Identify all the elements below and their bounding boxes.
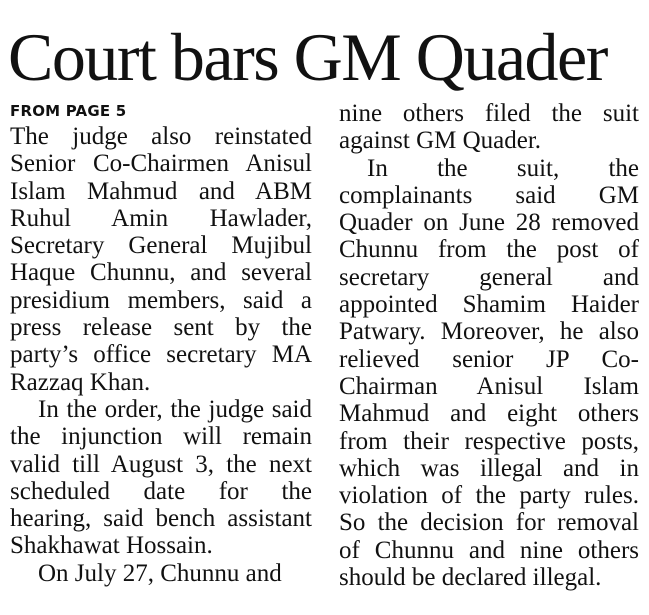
paragraph-continued: nine others filed the suit against GM Quader. <box>339 100 639 155</box>
kicker-from-page: FROM PAGE 5 <box>10 102 127 120</box>
headline: Court bars GM Quader <box>8 19 607 95</box>
article-column-left <box>10 100 312 587</box>
article-column-right <box>339 100 639 591</box>
paragraph: On July 27, Chunnu and <box>38 559 282 587</box>
paragraph: In the order, the judge said the injunction will remain valid till August 3, the next scheduled date for the hearing, said bench assistant Shakhawat Hossain. <box>10 395 312 560</box>
paragraph: The judge also reinstated Senior Co-Chairmen Anisul Islam Mahmud and ABM Ruhul Amin Hawlader, Secretary General Mujibul Haque Chunnu, and several presidium members, said a press release sent by the party’s office secretary MA Razzaq Khan. <box>10 123 312 396</box>
paragraph: In the suit, the complainants said GM Quader on June 28 removed Chunnu from the post of secretary general and appointed Shamim Haider Patwary. Moreover, he also relieved senior JP Co-Chairman Anisul Islam Mahmud and eight others from their respective posts, which was illegal and in violation of the party rules. So the decision for removal of Chunnu and nine others should be declared illegal. <box>339 154 639 592</box>
